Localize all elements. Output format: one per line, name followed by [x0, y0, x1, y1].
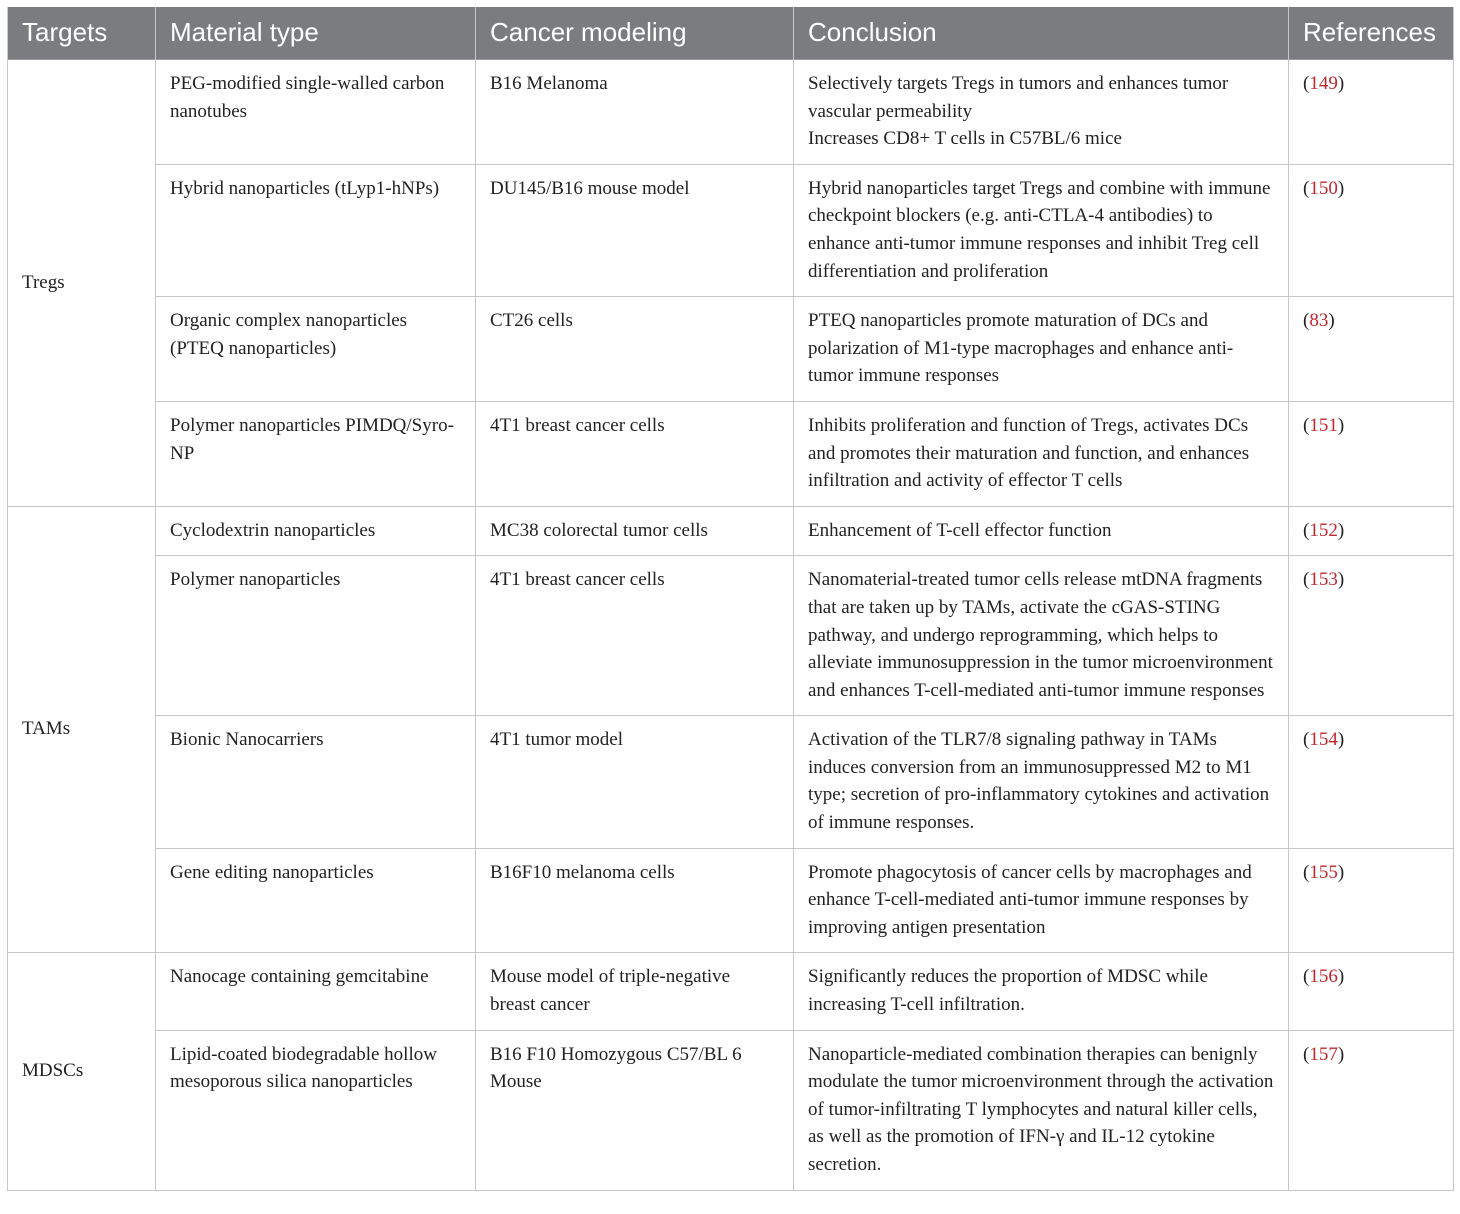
- conclusion-text: Significantly reduces the proportion of MDSC while increasing T-cell infiltration.: [808, 966, 1208, 1016]
- conclusion-cell: [794, 556, 1289, 716]
- cancer-model-cell: CT26 cells: [476, 297, 794, 402]
- reference-open-paren: (: [1303, 73, 1310, 94]
- reference-close-paren: ): [1337, 1043, 1345, 1065]
- table-body: [8, 60, 1454, 1191]
- material-type-cell: Bionic Nanocarriers: [156, 716, 476, 848]
- header-row: [8, 7, 1454, 60]
- reference-cell: [1289, 556, 1454, 716]
- header-references: References: [1289, 7, 1454, 60]
- table-container: [7, 7, 1453, 1191]
- material-type-cell: Polymer nanoparticles: [156, 556, 476, 716]
- conclusion-cell: [794, 1030, 1289, 1190]
- reference-cell: [1289, 953, 1454, 1030]
- table-row: [8, 1030, 1454, 1190]
- header-material-type: Material type: [156, 7, 476, 60]
- material-type-cell: Cyclodextrin nanoparticles: [156, 506, 476, 556]
- reference-link[interactable]: 157: [1309, 1043, 1338, 1065]
- reference-close-paren: ): [1337, 519, 1345, 541]
- conclusion-cell: [794, 506, 1289, 556]
- conclusion-cell: [794, 60, 1289, 165]
- reference-close-paren: ): [1337, 729, 1345, 751]
- conclusion-text: Enhancement of T-cell effector function: [808, 519, 1112, 541]
- reference-open-paren: (: [1303, 310, 1310, 332]
- cancer-model-cell: B16 F10 Homozygous C57/BL 6 Mouse: [476, 1030, 794, 1190]
- cancer-model-cell: MC38 colorectal tumor cells: [476, 506, 794, 556]
- cancer-model-cell: 4T1 tumor model: [476, 716, 794, 848]
- target-cell: TAMs: [8, 506, 156, 953]
- cancer-model-cell: DU145/B16 mouse model: [476, 164, 794, 296]
- conclusion-text: Selectively targets Tregs in tumors and enhances tumor vascular permeability: [808, 73, 1229, 122]
- material-type-cell: PEG-modified single-walled carbon nanotubes: [156, 60, 476, 165]
- conclusion-text: Promote phagocytosis of cancer cells by macrophages and enhance T-cell-mediated anti-tumor immune responses by improving antigen presentation: [808, 861, 1252, 938]
- reference-close-paren: ): [1328, 310, 1335, 332]
- reference-open-paren: (: [1303, 861, 1310, 883]
- table-row: [8, 953, 1454, 1030]
- conclusion-text: Nanomaterial-treated tumor cells release mtDNA fragments that are taken up by TAMs, activate the cGAS-STING pathway, and undergo reprogramming, which helps to alleviate immunosuppression in the tumor microenvironment and enhances T-cell-mediated anti-tumor immune responses: [808, 569, 1273, 701]
- material-type-cell: Lipid-coated biodegradable hollow mesoporous silica nanoparticles: [156, 1030, 476, 1190]
- conclusion-text: Hybrid nanoparticles target Tregs and combine with immune checkpoint blockers (e.g. anti-CTLA-4 antibodies) to enhance anti-tumor immune responses and inhibit Treg cell differentiation and proliferation: [808, 177, 1271, 282]
- reference-close-paren: ): [1337, 73, 1345, 94]
- reference-cell: [1289, 60, 1454, 165]
- reference-open-paren: (: [1303, 729, 1310, 751]
- material-type-cell: Hybrid nanoparticles (tLyp1-hNPs): [156, 164, 476, 296]
- reference-close-paren: ): [1337, 966, 1345, 988]
- material-type-cell: Polymer nanoparticles PIMDQ/Syro-NP: [156, 401, 476, 506]
- cancer-model-cell: 4T1 breast cancer cells: [476, 556, 794, 716]
- conclusion-text: PTEQ nanoparticles promote maturation of DCs and polarization of M1-type macrophages and enhance anti-tumor immune responses: [808, 310, 1234, 387]
- conclusion-cell: [794, 716, 1289, 848]
- reference-link[interactable]: 154: [1309, 729, 1338, 751]
- cancer-model-cell: B16 Melanoma: [476, 60, 794, 165]
- material-type-cell: Gene editing nanoparticles: [156, 848, 476, 953]
- table-row: [8, 716, 1454, 848]
- conclusion-text: Inhibits proliferation and function of Tregs, activates DCs and promotes their maturation and function, and enhances infiltration and activity of effector T cells: [808, 414, 1250, 492]
- reference-link[interactable]: 149: [1309, 73, 1338, 94]
- header-targets: Targets: [8, 7, 156, 60]
- reference-link[interactable]: 155: [1309, 861, 1338, 883]
- reference-close-paren: ): [1337, 177, 1345, 199]
- reference-open-paren: (: [1303, 569, 1310, 591]
- cancer-model-cell: Mouse model of triple-negative breast cancer: [476, 953, 794, 1030]
- conclusion-text: Activation of the TLR7/8 signaling pathway in TAMs induces conversion from an immunosuppressed M2 to M1 type; secretion of pro-inflammatory cytokines and activation of immune responses.: [808, 729, 1270, 834]
- cancer-model-cell: 4T1 breast cancer cells: [476, 401, 794, 506]
- table-header: [8, 7, 1454, 60]
- reference-close-paren: ): [1337, 414, 1345, 436]
- header-cancer-modeling: Cancer modeling: [476, 7, 794, 60]
- reference-link[interactable]: 151: [1309, 414, 1338, 436]
- cancer-model-cell: B16F10 melanoma cells: [476, 848, 794, 953]
- conclusion-cell: [794, 401, 1289, 506]
- target-cell: MDSCs: [8, 953, 156, 1190]
- table-row: [8, 401, 1454, 506]
- reference-open-paren: (: [1303, 177, 1310, 199]
- reference-open-paren: (: [1303, 1043, 1310, 1065]
- conclusion-cell: [794, 164, 1289, 296]
- reference-cell: [1289, 506, 1454, 556]
- reference-close-paren: ): [1337, 861, 1345, 883]
- reference-open-paren: (: [1303, 519, 1310, 541]
- reference-link[interactable]: 156: [1309, 966, 1338, 988]
- reference-cell: [1289, 1030, 1454, 1190]
- table-row: [8, 556, 1454, 716]
- reference-open-paren: (: [1303, 966, 1310, 988]
- nanomaterial-targets-table: [7, 7, 1454, 1191]
- reference-cell: [1289, 716, 1454, 848]
- reference-cell: [1289, 848, 1454, 953]
- reference-link[interactable]: 83: [1309, 310, 1329, 332]
- reference-open-paren: (: [1303, 414, 1310, 436]
- table-row: [8, 297, 1454, 402]
- conclusion-cell: [794, 953, 1289, 1030]
- material-type-cell: Nanocage containing gemcitabine: [156, 953, 476, 1030]
- reference-link[interactable]: 152: [1309, 519, 1338, 541]
- conclusion-cell: [794, 848, 1289, 953]
- header-conclusion: Conclusion: [794, 7, 1289, 60]
- table-row: [8, 848, 1454, 953]
- conclusion-cell: [794, 297, 1289, 402]
- reference-link[interactable]: 153: [1309, 569, 1338, 591]
- table-row: [8, 506, 1454, 556]
- reference-cell: [1289, 297, 1454, 402]
- table-row: [8, 164, 1454, 296]
- reference-link[interactable]: 150: [1309, 177, 1338, 199]
- reference-cell: [1289, 401, 1454, 506]
- conclusion-text: Nanoparticle-mediated combination therapies can benignly modulate the tumor microenvironment through the activation of tumor-infiltrating T lymphocytes and natural killer cells, as well as the promotion of IFN-γ and IL-12 cytokine secretion.: [808, 1043, 1274, 1175]
- material-type-cell: Organic complex nanoparticles (PTEQ nanoparticles): [156, 297, 476, 402]
- reference-cell: [1289, 164, 1454, 296]
- conclusion-text: Increases CD8+ T cells in C57BL/6 mice: [808, 128, 1122, 150]
- target-cell: Tregs: [8, 60, 156, 507]
- reference-close-paren: ): [1337, 569, 1345, 591]
- table-row: [8, 60, 1454, 165]
